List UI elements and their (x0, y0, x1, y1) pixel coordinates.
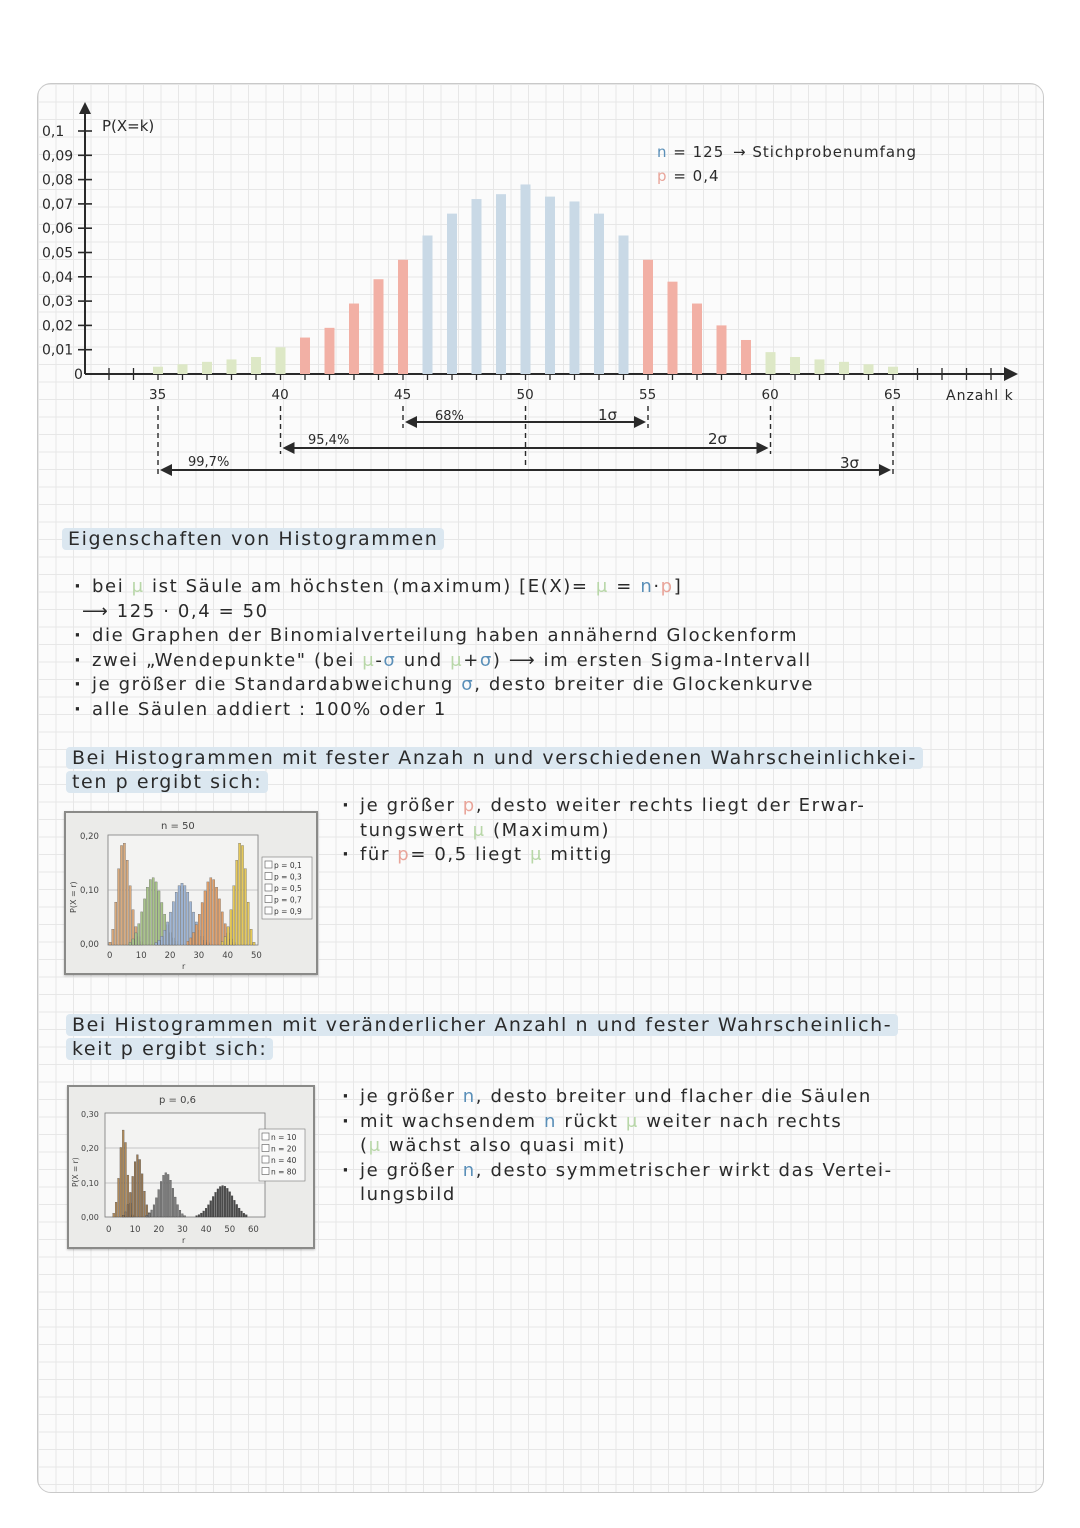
histogram-bar (668, 282, 678, 374)
y-tick-label: 0,08 (42, 172, 74, 189)
photo1-bar (215, 887, 217, 945)
photo2-legend (259, 1129, 305, 1181)
y-axis-arrow (79, 102, 91, 114)
photo2-bar (215, 1192, 217, 1217)
photo2-bar (127, 1205, 129, 1217)
photo2-legend-swatch (262, 1168, 269, 1175)
photo1-bar (141, 912, 143, 945)
photo1-legend-swatch (265, 861, 272, 868)
histogram-bar (864, 364, 874, 374)
list-item: · für p= 0,5 liegt μ mittig (340, 843, 866, 868)
p-value: = 0,4 (673, 167, 720, 185)
histogram-bar (570, 201, 580, 374)
photo1-legend-swatch (265, 896, 272, 903)
interval-arrowhead (879, 464, 891, 476)
list-item: · alle Säulen addiert : 100% oder 1 (72, 698, 814, 723)
photo-histogram-fixed-p (67, 1085, 315, 1249)
bars (153, 184, 898, 374)
photo1-ylabel: P(X = r) (69, 881, 78, 913)
photo1-bar (187, 892, 189, 945)
photo2-ytick: 0,20 (81, 1144, 99, 1153)
photo2-bar (231, 1196, 233, 1217)
histogram-bar (741, 340, 751, 374)
photo2-legend-label: n = 80 (271, 1167, 297, 1177)
y-tick-label: 0,07 (42, 196, 74, 213)
list-item: tungswert μ (Maximum) (360, 819, 611, 841)
photo2-bar (184, 1216, 186, 1217)
histogram-bar (349, 304, 359, 374)
photo1-bar (204, 891, 206, 945)
list-item: · mit wachsendem n rückt μ weiter nach rechts (340, 1110, 893, 1135)
photo1-bar (155, 943, 157, 945)
photo1-bar (109, 942, 111, 945)
photo2-bar (181, 1214, 183, 1217)
photo2-bar (234, 1200, 236, 1217)
photo1-bar (233, 886, 235, 945)
photo1-x-tick-label: 20 (164, 951, 176, 961)
photo1-bar (227, 927, 229, 945)
list-item: · zwei „Wendepunkte" (bei μ-σ und μ+σ) ⟶ im ersten Sigma-Intervall (72, 649, 814, 674)
photo2-legend-label: n = 40 (271, 1156, 297, 1165)
photo2-ylabel: P(X = r) (71, 1157, 80, 1187)
photo2-bar (210, 1201, 212, 1217)
photo2-bar (122, 1130, 124, 1217)
photo2-bar (224, 1186, 226, 1217)
photo1-bar (221, 912, 223, 945)
photo2-bar (243, 1213, 245, 1217)
interval-percent-label: 95,4% (308, 433, 350, 448)
photo1-bar (146, 887, 148, 945)
photo2-bar (158, 1190, 160, 1217)
list-item: · je größer die Standardabweichung σ, desto breiter die Glockenkurve (72, 673, 814, 698)
photo2-x-tick-label: 20 (153, 1225, 165, 1235)
x-tick-label: 45 (394, 387, 412, 403)
photo1-legend-swatch (265, 907, 272, 914)
photo1-bar (210, 878, 212, 945)
sigma-intervals (158, 406, 893, 476)
photo2-bar (160, 1181, 162, 1217)
photo1-bar (247, 902, 249, 945)
photo1-legend-label: p = 0,9 (274, 907, 302, 916)
photo1-legend-label: p = 0,7 (274, 895, 302, 905)
photo1-bar (201, 903, 203, 945)
photo2-bar (219, 1186, 221, 1217)
photo2-bar (141, 1174, 143, 1217)
photo1-bar (195, 925, 197, 945)
photo1-bar (129, 886, 131, 945)
fixed-n-list (340, 794, 866, 868)
y-tick-label: 0,09 (42, 148, 74, 165)
histogram-bar (153, 367, 163, 374)
photo2-bar (177, 1205, 179, 1217)
photo1-bar (184, 886, 186, 945)
histogram-bar (790, 357, 800, 374)
photo1-legend (262, 857, 312, 919)
y-tick-label: 0,05 (42, 245, 74, 262)
photo2-bar (144, 1191, 146, 1217)
list-item: · bei μ ist Säule am höchsten (maximum) [E(X)= μ = n·p] (72, 575, 814, 600)
photo1-x-tick-label: 50 (251, 951, 262, 961)
histogram-bar (374, 279, 384, 374)
histogram-bar (643, 260, 653, 374)
photo1-bar (152, 878, 154, 945)
histogram-bar (472, 199, 482, 374)
photo2-bar (118, 1178, 120, 1217)
photo2-bar (203, 1211, 205, 1217)
photo1-bar (129, 942, 131, 945)
list-item: · je größer n, desto breiter und flacher die Säulen (340, 1085, 893, 1110)
photo1-title: n = 50 (161, 821, 195, 832)
photo2-x-tick-label: 40 (200, 1225, 212, 1235)
photo2-bar (217, 1189, 219, 1217)
y-axis-label: P(X=k) (102, 117, 155, 135)
photo1-bar (126, 860, 128, 945)
photo2-bar (236, 1204, 238, 1217)
photo2-x-tick-label: 0 (106, 1225, 112, 1235)
list-item: lungsbild (360, 1184, 456, 1205)
photo2-legend-swatch (262, 1133, 269, 1140)
photo2-bar (229, 1192, 231, 1217)
binomial-histogram (0, 0, 1080, 500)
photo2-bar (212, 1196, 214, 1217)
photo2-bar (205, 1208, 207, 1217)
histogram-bar (521, 184, 531, 374)
photo2-bar (129, 1192, 131, 1217)
photo2-legend-swatch (262, 1145, 269, 1152)
photo2-bar (146, 1215, 148, 1217)
interval-arrowhead (634, 416, 646, 428)
list-item: · je größer p, desto weiter rechts liegt der Erwar- (340, 794, 866, 819)
photo2-bar (148, 1213, 150, 1217)
photo2-bar (222, 1186, 224, 1217)
interval-percent-label: 68% (435, 409, 464, 424)
photo2-bar (238, 1208, 240, 1217)
photo1-bar (123, 843, 125, 945)
histogram-bar (202, 362, 212, 374)
properties-list (72, 575, 814, 722)
photo1-legend-label: p = 0,5 (274, 884, 302, 893)
p-symbol: p (657, 167, 668, 185)
photo2-bar (241, 1211, 243, 1217)
svg-text:n = 125 (657, 143, 724, 161)
photo1-legend-swatch (265, 873, 272, 880)
photo1-bar (138, 924, 140, 945)
photo2-legend-label: n = 10 (271, 1133, 297, 1142)
interval-arrowhead (757, 442, 769, 454)
x-tick-label: 55 (639, 387, 657, 403)
photo2-ytick: 0,30 (81, 1110, 99, 1119)
photo1-bar (135, 933, 137, 945)
photo2-bar (125, 1142, 127, 1217)
y-tick-label: 0,06 (42, 221, 74, 238)
photo1-legend-label: p = 0,3 (274, 872, 302, 882)
photo2-x-tick-label: 10 (129, 1225, 141, 1235)
photo2-ytick: 0,00 (81, 1213, 99, 1222)
photo1-bar (230, 910, 232, 945)
photo1-ytick: 0,10 (80, 886, 99, 896)
photo1-bar (155, 882, 157, 945)
photo1-bar (158, 940, 160, 945)
interval-sigma-label: 3σ (840, 454, 860, 472)
photo1-bar (115, 902, 117, 945)
photo2-bar (139, 1159, 141, 1217)
photo1-bar (178, 886, 180, 945)
photo1-bar (218, 899, 220, 945)
photo1-bar (224, 937, 226, 945)
photo2-bar (125, 1212, 127, 1217)
histogram-bar (839, 362, 849, 374)
photo2-bar (208, 1205, 210, 1217)
y-axis (42, 102, 92, 383)
section-title-properties: Eigenschaften von Histogrammen (62, 527, 444, 551)
histogram-bar (717, 325, 727, 374)
svg-text:p = 0,4 (657, 167, 720, 185)
interval-arrowhead (405, 416, 417, 428)
photo1-bar (192, 933, 194, 945)
histogram-bar (423, 235, 433, 374)
photo1-bar (164, 930, 166, 945)
photo2-bar (245, 1215, 247, 1217)
photo1-bar (236, 860, 238, 945)
photo1-bar (120, 846, 122, 945)
photo1-x-tick-label: 0 (107, 951, 113, 961)
photo2-bar (113, 1213, 115, 1217)
photo1-bar (181, 883, 183, 945)
photo1-bar (175, 892, 177, 945)
photo1-bar (241, 846, 243, 945)
histogram-bar (276, 347, 286, 374)
interval-arrowhead (283, 442, 295, 454)
y-tick-label: 0,1 (42, 124, 65, 140)
list-item: (μ wächst also quasi mit) (360, 1135, 627, 1156)
photo2-bar (115, 1202, 117, 1217)
x-tick-label: 40 (271, 387, 289, 403)
y-tick-label: 0,01 (42, 342, 74, 359)
interval-percent-label: 99,7% (188, 455, 230, 470)
photo2-bar (155, 1198, 157, 1217)
photo1-bar (112, 929, 114, 945)
interval-sigma-label: 1σ (598, 406, 618, 424)
photo-histogram-fixed-n (64, 811, 318, 975)
photo1-x-tick-label: 40 (222, 951, 234, 961)
histogram-bar (496, 194, 506, 374)
photo1-ytick: 0,20 (80, 832, 99, 842)
sample-annotation (657, 143, 917, 185)
x-tick-label: 65 (884, 387, 902, 403)
photo1-bar (207, 882, 209, 945)
photo2-bar (198, 1215, 200, 1217)
section-title-fixed-n: Bei Histogrammen mit fester Anzah n und verschiedenen Wahrscheinlichkei- ten p ergibt sich: (66, 746, 923, 794)
histogram-bar (447, 214, 457, 374)
y-tick-label: 0,04 (42, 269, 74, 286)
photo1-bar (221, 942, 223, 945)
x-tick-label: 50 (516, 387, 534, 403)
photo1-ytick: 0,00 (80, 940, 99, 950)
photo1-bar (161, 936, 163, 945)
photo2-bar (137, 1155, 139, 1217)
y-tick-label: 0,03 (42, 294, 74, 311)
x-tick-label: 60 (761, 387, 779, 403)
photo1-legend-label: p = 0,1 (274, 861, 302, 870)
photo1-bar (172, 902, 174, 945)
histogram-bar (766, 352, 776, 374)
photo2-legend-swatch (262, 1156, 269, 1163)
photo1-x-tick-label: 30 (193, 951, 205, 961)
photo1-bar (253, 942, 255, 945)
x-tick-label: 35 (149, 387, 167, 403)
photo1-bar (167, 922, 169, 945)
photo2-bar (170, 1180, 172, 1217)
photo2-bar (132, 1176, 134, 1217)
photo2-ytick: 0,10 (81, 1179, 99, 1188)
photo2-xlabel: r (182, 1236, 186, 1245)
photo2-bar (179, 1210, 181, 1217)
photo2-bar (174, 1197, 176, 1217)
list-item: ⟶ 125 · 0,4 = 50 (82, 600, 269, 622)
histogram-bar (251, 357, 261, 374)
photo2-bar (151, 1210, 153, 1217)
n-value: = 125 (673, 143, 725, 161)
photo2-bar (163, 1175, 165, 1217)
y-tick-label: 0 (74, 367, 83, 383)
histogram-bar (325, 328, 335, 374)
histogram-bar (888, 367, 898, 374)
photo2-bar (122, 1215, 124, 1217)
histogram-bar (619, 235, 629, 374)
photo1-xlabel: r (182, 962, 186, 971)
variable-n-list (340, 1085, 893, 1208)
x-axis-arrow (1004, 367, 1018, 381)
list-item: · je größer n, desto symmetrischer wirkt das Vertei- (340, 1159, 893, 1184)
photo2-x-tick-label: 30 (177, 1225, 188, 1235)
histogram-bar (398, 260, 408, 374)
photo2-bar (196, 1216, 198, 1217)
photo1-bar (158, 891, 160, 945)
section-title-variable-n: Bei Histogrammen mit veränderlicher Anzahl n und fester Wahrscheinlich- keit p ergibt sich: (66, 1013, 898, 1061)
list-item: · die Graphen der Binomialverteilung haben annähernd Glockenform (72, 624, 814, 649)
interval-sigma-label: 2σ (708, 430, 728, 448)
photo1-bar (198, 914, 200, 945)
histogram-bar (178, 364, 188, 374)
photo2-legend-label: n = 20 (271, 1144, 297, 1154)
photo2-bar (167, 1174, 169, 1217)
n-symbol: n (657, 143, 668, 161)
photo2-bar (134, 1162, 136, 1217)
histogram-bar (594, 214, 604, 374)
photo1-legend-swatch (265, 884, 272, 891)
interval-arrowhead (160, 464, 172, 476)
photo2-x-tick-label: 60 (248, 1225, 259, 1235)
photo1-bar (244, 869, 246, 945)
photo2-bar (165, 1173, 167, 1217)
photo2-bar (200, 1213, 202, 1217)
photo1-bar (213, 880, 215, 945)
photo1-bar (143, 899, 145, 945)
y-tick-label: 0,02 (42, 318, 74, 335)
x-axis-label: Anzahl k (946, 388, 1014, 404)
photo2-bar (153, 1205, 155, 1217)
photo1-x-tick-label: 10 (135, 951, 147, 961)
photo1-bar (250, 929, 252, 945)
photo2-bar (226, 1188, 228, 1217)
photo1-bar (239, 843, 241, 945)
photo2-bar (120, 1147, 122, 1217)
sample-size-arrow-text: → Stichprobenumfang (733, 143, 918, 161)
photo1-bar (187, 941, 189, 945)
histogram-bar (815, 359, 825, 374)
photo1-bar (132, 939, 134, 945)
photo1-bar (118, 869, 120, 945)
histogram-bar (545, 197, 555, 374)
photo1-bar (190, 938, 192, 945)
photo2-x-tick-label: 50 (224, 1225, 236, 1235)
photo1-bar (149, 880, 151, 945)
histogram-bar (227, 359, 237, 374)
histogram-bar (692, 304, 702, 374)
photo2-bar (172, 1188, 174, 1217)
photo1-bar (169, 912, 171, 945)
photo2-title: p = 0,6 (159, 1095, 196, 1106)
histogram-bar (300, 338, 310, 374)
